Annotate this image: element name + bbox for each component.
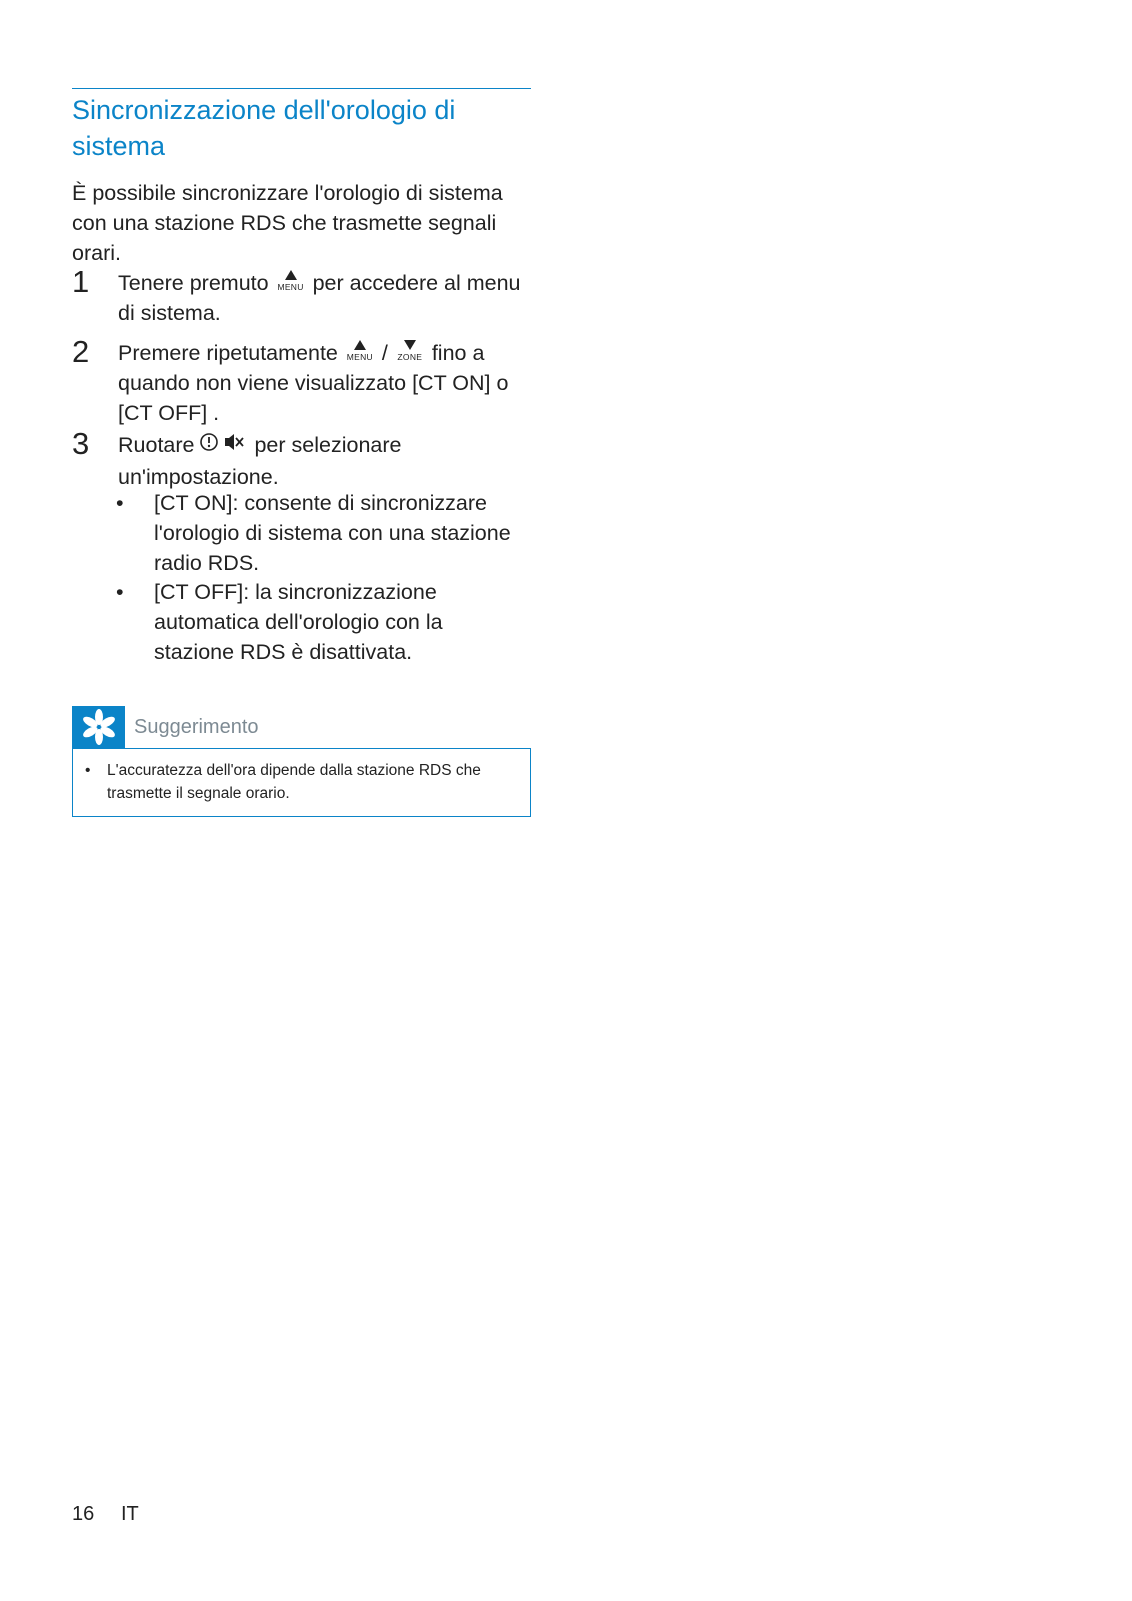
menu-up-icon <box>344 340 376 364</box>
step-text-after: per selezionare un'impostazione. <box>118 433 402 489</box>
step-text-end: . <box>213 401 220 425</box>
tip-asterisk-icon <box>72 706 125 748</box>
step-text-mid: o <box>496 371 509 395</box>
step-number: 2 <box>72 334 90 369</box>
page-footer <box>72 1503 139 1526</box>
menu-label: MENU <box>346 352 373 362</box>
tip-box <box>72 706 530 816</box>
step-text-before: Premere ripetutamente <box>118 341 338 365</box>
step-text <box>118 430 536 492</box>
option-ct-on: [CT ON] <box>412 371 491 395</box>
bullet-dot: • <box>116 491 124 515</box>
list-item-text <box>154 577 516 667</box>
step-number: 1 <box>72 264 90 299</box>
bullet-dot: • <box>116 580 124 604</box>
volume-mute-knob-icon <box>200 432 248 462</box>
zone-down-icon <box>394 340 426 364</box>
step-number: 3 <box>72 426 90 461</box>
list-item-text <box>154 488 516 578</box>
option-description: : la sincronizzazione automatica dell'orologio con la stazione RDS è disattivata. <box>154 580 443 664</box>
option-description: : consente di sincronizzare l'orologio di sistema con una stazione radio RDS. <box>154 491 511 575</box>
step-text-before: Ruotare <box>118 433 195 457</box>
zone-label: ZONE <box>397 352 423 362</box>
step-text-after: per accedere al menu di sistema. <box>118 271 521 325</box>
option-key: [CT ON] <box>154 491 233 515</box>
bullet-dot: • <box>85 762 91 779</box>
tip-content <box>72 748 531 817</box>
language-code: IT <box>121 1503 139 1525</box>
step-text <box>118 268 536 328</box>
menu-label: MENU <box>277 282 304 292</box>
tip-text: L'accuratezza dell'ora dipende dalla stazione RDS che trasmette il segnale orario. <box>107 762 481 802</box>
step-text-after: fino a quando non viene visualizzato <box>118 341 485 395</box>
separator: / <box>381 341 388 365</box>
page-number: 16 <box>72 1503 95 1525</box>
title-rule <box>72 88 531 89</box>
menu-up-icon <box>275 270 307 294</box>
intro-paragraph: È possibile sincronizzare l'orologio di sistema con una stazione RDS che trasmette segnali orari. <box>72 181 503 265</box>
page-title: Sincronizzazione dell'orologio di sistema <box>72 95 456 161</box>
option-key: [CT OFF] <box>154 580 244 604</box>
step-text <box>118 338 536 428</box>
tip-label: Suggerimento <box>134 716 259 738</box>
option-ct-off: [CT OFF] <box>118 401 208 425</box>
step-text-before: Tenere premuto <box>118 271 269 295</box>
